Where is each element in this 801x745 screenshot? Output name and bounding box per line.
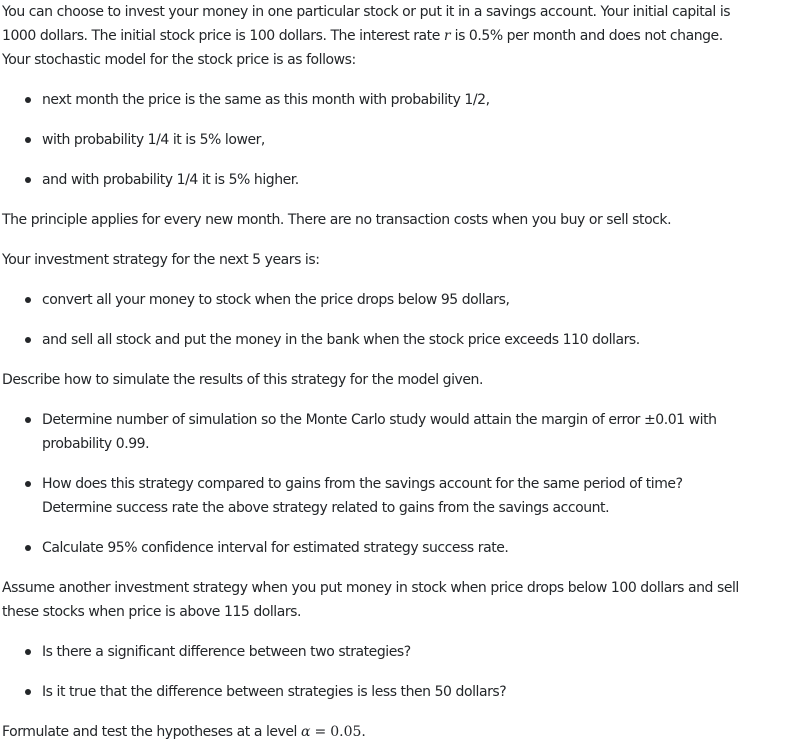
bullet-dot xyxy=(25,417,31,423)
list-item: next month the price is the same as this month with probability 1/2, xyxy=(42,92,490,108)
hypotheses-line xyxy=(2,720,366,744)
equals-sign: = xyxy=(314,724,327,740)
bullet-dot xyxy=(25,545,31,551)
intro-line-2-end: is 0.5% per month and does not change. xyxy=(454,28,723,44)
interest-rate-variable: r xyxy=(443,28,451,44)
list-item: with probability 1/4 it is 5% lower, xyxy=(42,132,265,148)
intro-line-1: You can choose to invest your money in one particular stock or put it in a savings account. Your initial capital is xyxy=(2,4,731,20)
bullet-dot xyxy=(25,97,31,103)
list-item: convert all your money to stock when the price drops below 95 dollars, xyxy=(42,292,510,308)
list-item: and with probability 1/4 it is 5% higher. xyxy=(42,172,299,188)
bullet-dot xyxy=(25,137,31,143)
another-strategy-line-1: Assume another investment strategy when you put money in stock when price drops below 100 dollars and sell xyxy=(2,580,739,596)
bullet-dot xyxy=(25,297,31,303)
list-item: and sell all stock and put the money in the bank when the stock price exceeds 110 dollars. xyxy=(42,332,640,348)
list-item: Determine number of simulation so the Monte Carlo study would attain the margin of error ±0.01 with xyxy=(42,412,717,428)
intro-line-2 xyxy=(2,24,723,48)
principle-paragraph: The principle applies for every new month. There are no transaction costs when you buy or sell stock. xyxy=(2,212,672,228)
bullet-dot xyxy=(25,337,31,343)
intro-line-2-text: 1000 dollars. The initial stock price is 100 dollars. The interest rate xyxy=(2,28,440,44)
alpha-value: 0.05. xyxy=(330,724,366,740)
intro-line-3: Your stochastic model for the stock price is as follows: xyxy=(2,52,356,68)
bullet-dot xyxy=(25,689,31,695)
bullet-dot xyxy=(25,649,31,655)
another-strategy-line-2: these stocks when price is above 115 dollars. xyxy=(2,604,302,620)
list-item: Is it true that the difference between strategies is less then 50 dollars? xyxy=(42,684,507,700)
alpha-symbol: α xyxy=(301,724,311,740)
simulate-paragraph: Describe how to simulate the results of this strategy for the model given. xyxy=(2,372,483,388)
list-item: Is there a significant difference between two strategies? xyxy=(42,644,411,660)
hypotheses-text: Formulate and test the hypotheses at a level xyxy=(2,724,297,740)
bullet-dot xyxy=(25,481,31,487)
list-item-continuation: probability 0.99. xyxy=(42,436,150,452)
bullet-dot xyxy=(25,177,31,183)
list-item-continuation: Determine success rate the above strategy related to gains from the savings account. xyxy=(42,500,610,516)
strategy-intro: Your investment strategy for the next 5 years is: xyxy=(2,252,320,268)
list-item: How does this strategy compared to gains from the savings account for the same period of time? xyxy=(42,476,683,492)
list-item: Calculate 95% confidence interval for estimated strategy success rate. xyxy=(42,540,509,556)
